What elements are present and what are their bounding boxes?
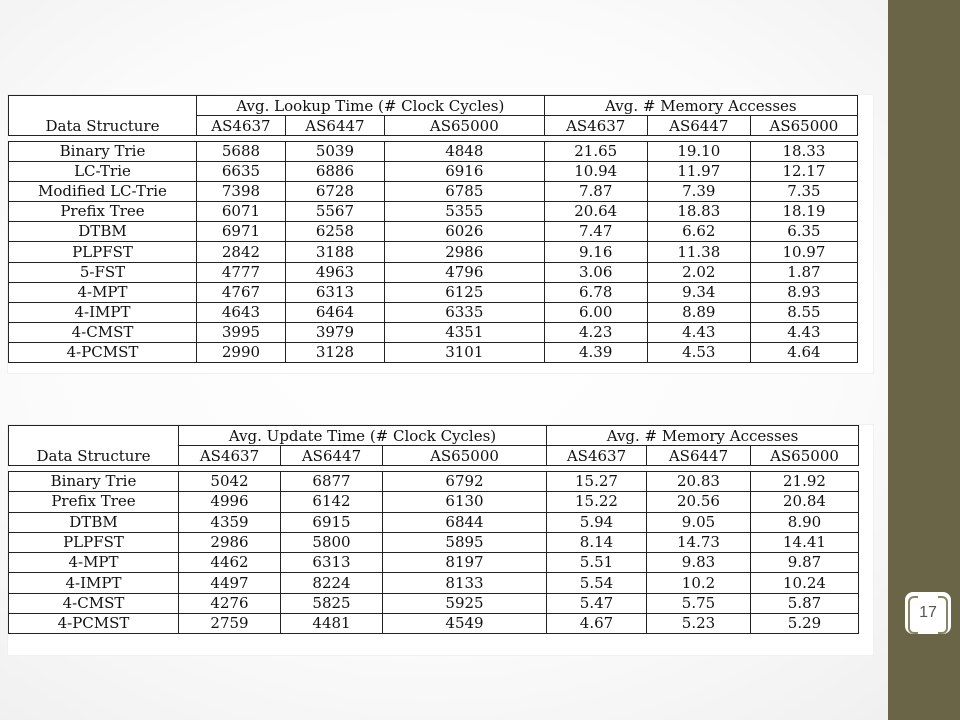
- table-cell: 5042: [179, 472, 281, 492]
- row-label: 4-MPT: [9, 553, 179, 573]
- row-label: 4-CMST: [9, 322, 197, 342]
- table-cell: 4462: [179, 553, 281, 573]
- table-cell: 20.83: [647, 472, 751, 492]
- update-ds-header: Data Structure: [9, 426, 179, 466]
- table-cell: 5.54: [547, 573, 647, 593]
- table-cell: 9.05: [647, 512, 751, 532]
- table-cell: 9.34: [647, 282, 750, 302]
- table-row: [9, 242, 858, 262]
- table-cell: 15.27: [547, 472, 647, 492]
- update-table-figure: [8, 425, 873, 655]
- table-cell: 8224: [281, 573, 383, 593]
- table-cell: 5.23: [647, 614, 751, 634]
- row-label: 4-PCMST: [9, 342, 197, 362]
- update-group-header-memory: Avg. # Memory Accesses: [547, 426, 859, 446]
- update-col-header: AS6447: [281, 446, 383, 466]
- table-cell: 6886: [285, 162, 384, 182]
- row-label: Prefix Tree: [9, 202, 197, 222]
- table-cell: 2990: [196, 342, 285, 362]
- table-cell: 3188: [285, 242, 384, 262]
- table-cell: 6.78: [544, 282, 647, 302]
- row-label: 4-IMPT: [9, 573, 179, 593]
- table-row: [9, 322, 858, 342]
- table-cell: 4.23: [544, 322, 647, 342]
- table-cell: 5.94: [547, 512, 647, 532]
- table-cell: 6071: [196, 202, 285, 222]
- table-cell: 2842: [196, 242, 285, 262]
- table-cell: 8197: [383, 553, 547, 573]
- row-label: 4-PCMST: [9, 614, 179, 634]
- table-row: [9, 142, 858, 162]
- row-label: Binary Trie: [9, 472, 179, 492]
- table-cell: 5.51: [547, 553, 647, 573]
- table-cell: 12.17: [750, 162, 857, 182]
- table-cell: 8.55: [750, 302, 857, 322]
- table-cell: 4481: [281, 614, 383, 634]
- table-cell: 6792: [383, 472, 547, 492]
- table-cell: 7.35: [750, 182, 857, 202]
- table-cell: 4.43: [750, 322, 857, 342]
- lookup-group-header-memory: Avg. # Memory Accesses: [544, 96, 857, 116]
- table-cell: 6915: [281, 512, 383, 532]
- table-cell: 2.02: [647, 262, 750, 282]
- table-cell: 9.16: [544, 242, 647, 262]
- update-col-header: AS65000: [751, 446, 859, 466]
- table-cell: 7.47: [544, 222, 647, 242]
- row-label: Binary Trie: [9, 142, 197, 162]
- table-cell: 6785: [384, 182, 544, 202]
- table-cell: 5355: [384, 202, 544, 222]
- table-cell: 9.83: [647, 553, 751, 573]
- table-cell: 4767: [196, 282, 285, 302]
- row-label: DTBM: [9, 222, 197, 242]
- update-col-header: AS6447: [647, 446, 751, 466]
- table-cell: 6.62: [647, 222, 750, 242]
- table-row: [9, 222, 858, 242]
- table-cell: 4796: [384, 262, 544, 282]
- row-label: 4-CMST: [9, 593, 179, 613]
- table-row: [9, 614, 859, 634]
- table-cell: 5688: [196, 142, 285, 162]
- table-row: [9, 262, 858, 282]
- table-row: [9, 593, 859, 613]
- table-cell: 15.22: [547, 492, 647, 512]
- table-cell: 6728: [285, 182, 384, 202]
- table-cell: 19.10: [647, 142, 750, 162]
- table-cell: 10.2: [647, 573, 751, 593]
- table-cell: 6026: [384, 222, 544, 242]
- row-label: Modified LC-Trie: [9, 182, 197, 202]
- lookup-table-figure: [8, 95, 873, 373]
- page-number: 17: [919, 604, 937, 621]
- table-cell: 18.83: [647, 202, 750, 222]
- table-cell: 10.94: [544, 162, 647, 182]
- table-cell: 18.19: [750, 202, 857, 222]
- lookup-col-header: AS4637: [544, 116, 647, 136]
- row-label: PLPFST: [9, 532, 179, 552]
- table-cell: 7.87: [544, 182, 647, 202]
- table-cell: 4351: [384, 322, 544, 342]
- table-cell: 5925: [383, 593, 547, 613]
- table-cell: 5895: [383, 532, 547, 552]
- table-cell: 8.14: [547, 532, 647, 552]
- row-label: 4-MPT: [9, 282, 197, 302]
- row-label: Prefix Tree: [9, 492, 179, 512]
- table-cell: 6635: [196, 162, 285, 182]
- table-cell: 6877: [281, 472, 383, 492]
- table-row: [9, 162, 858, 182]
- table-cell: 14.41: [751, 532, 859, 552]
- update-col-header: AS4637: [547, 446, 647, 466]
- table-cell: 4.39: [544, 342, 647, 362]
- table-cell: 11.38: [647, 242, 750, 262]
- table-cell: 8.89: [647, 302, 750, 322]
- table-row: [9, 553, 859, 573]
- table-cell: 6258: [285, 222, 384, 242]
- table-cell: 2986: [179, 532, 281, 552]
- update-table: [8, 425, 859, 634]
- table-cell: 5825: [281, 593, 383, 613]
- row-label: 4-IMPT: [9, 302, 197, 322]
- lookup-group-header-time: Avg. Lookup Time (# Clock Cycles): [196, 96, 544, 116]
- table-cell: 7.39: [647, 182, 750, 202]
- table-cell: 4549: [383, 614, 547, 634]
- table-cell: 4.67: [547, 614, 647, 634]
- table-cell: 4.53: [647, 342, 750, 362]
- table-cell: 3101: [384, 342, 544, 362]
- table-row: [9, 202, 858, 222]
- table-cell: 20.56: [647, 492, 751, 512]
- table-cell: 8.93: [750, 282, 857, 302]
- table-cell: 5.87: [751, 593, 859, 613]
- table-cell: 6971: [196, 222, 285, 242]
- table-row: [9, 472, 859, 492]
- table-cell: 3128: [285, 342, 384, 362]
- table-cell: 4276: [179, 593, 281, 613]
- table-cell: 5.29: [751, 614, 859, 634]
- table-cell: 6844: [383, 512, 547, 532]
- table-cell: 11.97: [647, 162, 750, 182]
- table-cell: 6130: [383, 492, 547, 512]
- table-cell: 5.75: [647, 593, 751, 613]
- table-cell: 4.43: [647, 322, 750, 342]
- lookup-col-header: AS6447: [285, 116, 384, 136]
- table-cell: 6.35: [750, 222, 857, 242]
- table-cell: 14.73: [647, 532, 751, 552]
- update-group-header-time: Avg. Update Time (# Clock Cycles): [179, 426, 547, 446]
- lookup-col-header: AS65000: [750, 116, 857, 136]
- lookup-ds-header: Data Structure: [9, 96, 197, 136]
- table-cell: 9.87: [751, 553, 859, 573]
- table-cell: 4497: [179, 573, 281, 593]
- table-cell: 3979: [285, 322, 384, 342]
- table-cell: 4996: [179, 492, 281, 512]
- table-cell: 21.65: [544, 142, 647, 162]
- table-cell: 4848: [384, 142, 544, 162]
- table-row: [9, 182, 858, 202]
- table-cell: 18.33: [750, 142, 857, 162]
- table-row: [9, 282, 858, 302]
- table-cell: 5567: [285, 202, 384, 222]
- table-cell: 2986: [384, 242, 544, 262]
- table-cell: 4359: [179, 512, 281, 532]
- table-cell: 6125: [384, 282, 544, 302]
- table-row: [9, 573, 859, 593]
- table-cell: 4.64: [750, 342, 857, 362]
- update-col-header: AS4637: [179, 446, 281, 466]
- table-cell: 6.00: [544, 302, 647, 322]
- table-cell: 6313: [281, 553, 383, 573]
- row-label: PLPFST: [9, 242, 197, 262]
- table-cell: 5039: [285, 142, 384, 162]
- table-cell: 10.97: [750, 242, 857, 262]
- lookup-col-header: AS65000: [384, 116, 544, 136]
- table-cell: 6464: [285, 302, 384, 322]
- row-label: DTBM: [9, 512, 179, 532]
- table-row: [9, 302, 858, 322]
- row-label: 5-FST: [9, 262, 197, 282]
- row-label: LC-Trie: [9, 162, 197, 182]
- table-cell: 2759: [179, 614, 281, 634]
- table-cell: 5.47: [547, 593, 647, 613]
- table-row: [9, 532, 859, 552]
- table-cell: 3995: [196, 322, 285, 342]
- table-row: [9, 342, 858, 362]
- table-cell: 6916: [384, 162, 544, 182]
- table-row: [9, 512, 859, 532]
- table-cell: 1.87: [750, 262, 857, 282]
- table-row: [9, 492, 859, 512]
- table-cell: 6142: [281, 492, 383, 512]
- lookup-table: [8, 95, 858, 363]
- table-cell: 20.64: [544, 202, 647, 222]
- table-cell: 6335: [384, 302, 544, 322]
- table-cell: 6313: [285, 282, 384, 302]
- table-cell: 4963: [285, 262, 384, 282]
- table-cell: 20.84: [751, 492, 859, 512]
- table-cell: 8.90: [751, 512, 859, 532]
- lookup-col-header: AS4637: [196, 116, 285, 136]
- table-cell: 10.24: [751, 573, 859, 593]
- table-cell: 21.92: [751, 472, 859, 492]
- update-col-header: AS65000: [383, 446, 547, 466]
- table-cell: 3.06: [544, 262, 647, 282]
- page-number-badge: [903, 590, 953, 636]
- lookup-col-header: AS6447: [647, 116, 750, 136]
- table-cell: 4777: [196, 262, 285, 282]
- table-cell: 8133: [383, 573, 547, 593]
- table-cell: 7398: [196, 182, 285, 202]
- table-cell: 4643: [196, 302, 285, 322]
- table-cell: 5800: [281, 532, 383, 552]
